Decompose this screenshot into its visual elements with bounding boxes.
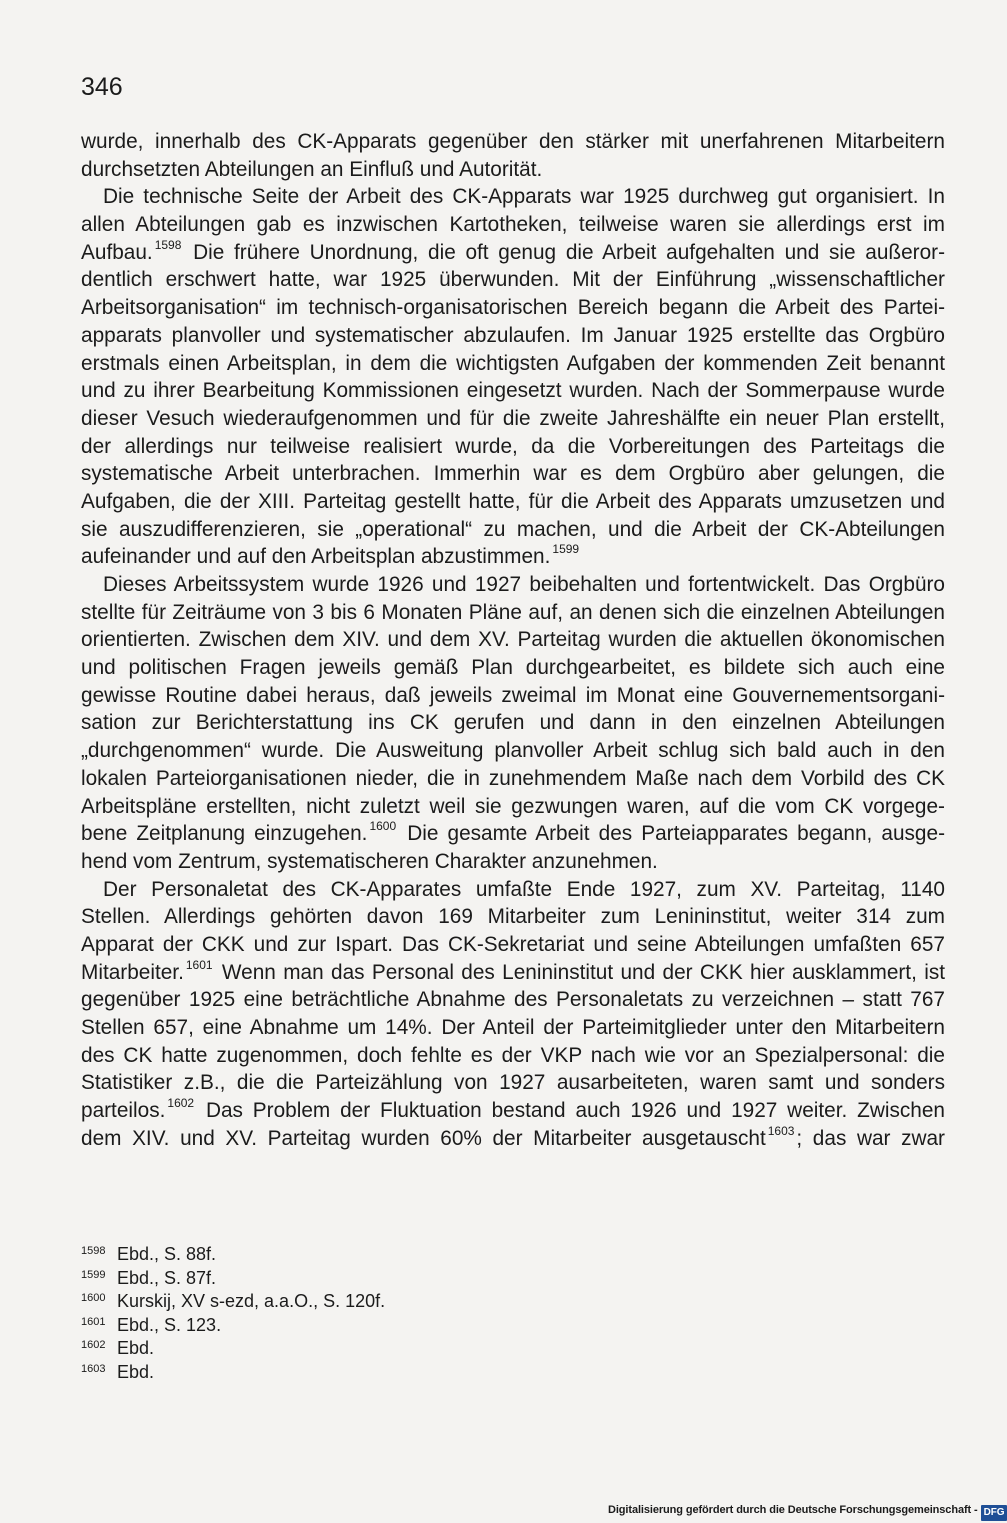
- footnote-ref: 1603: [767, 1123, 795, 1138]
- footnote-number: 1601: [81, 1315, 106, 1328]
- text-line: [81, 488, 945, 516]
- body-text: [81, 128, 945, 1152]
- footnote-text: Ebd.: [117, 1361, 155, 1382]
- text-line: [81, 737, 945, 765]
- text-line: [81, 903, 945, 931]
- text-line: [81, 377, 945, 405]
- line-text: hend vom Zentrum, systematischeren Charakter anzunehmen.: [81, 849, 658, 873]
- footnote: [81, 1287, 385, 1311]
- footnote-text: Ebd., S. 123.: [117, 1314, 222, 1335]
- footnote-number: 1598: [81, 1245, 106, 1257]
- text-line: [81, 1014, 945, 1042]
- text-line: [81, 626, 945, 654]
- line-text: systematische Arbeit unterbrachen. Immerhin war es dem Orgbüro aber gelungen, die: [81, 462, 945, 486]
- line-text: erstmals einen Arbeitsplan, in dem die wichtigsten Aufgaben der kommenden Zeit benannt: [81, 351, 945, 375]
- text-line: [81, 516, 945, 544]
- line-text: und politischen Fragen jeweils gemäß Plan durchgearbeitet, es bildete sich auch eine: [81, 656, 945, 680]
- text-line: [81, 543, 945, 571]
- text-line: [81, 1097, 945, 1125]
- line-text: stellte für Zeiträume von 3 bis 6 Monaten Pläne auf, an denen sich die einzelnen Abteilungen: [81, 600, 945, 624]
- footnote-number: 1603: [81, 1362, 106, 1375]
- digitization-credit: [608, 1503, 1007, 1521]
- footnote-text: Ebd., S. 88f.: [117, 1244, 217, 1264]
- text-line: [81, 433, 945, 461]
- line-text: sation zur Berichterstattung ins CK gerufen und dann in den einzelnen Abteilungen: [81, 711, 945, 735]
- text-line: [81, 599, 945, 627]
- dfg-logo: DFG: [981, 1505, 1007, 1521]
- text-line: [81, 765, 945, 793]
- footnotes: [81, 1240, 385, 1381]
- line-text: und zu ihrer Bearbeitung Kommissionen eingesetzt wurden. Nach der Sommerpause wurde: [81, 379, 945, 403]
- text-line: [81, 1069, 945, 1097]
- footnote: [81, 1264, 385, 1288]
- line-text: bene Zeitplanung einzugehen.: [81, 822, 368, 846]
- text-line: [81, 793, 945, 821]
- footnote-ref: 1601: [185, 957, 213, 972]
- line-text-continued: ; das war zwar: [796, 1126, 945, 1150]
- footnote-ref: 1600: [369, 819, 397, 834]
- footnote-ref: 1602: [167, 1096, 195, 1111]
- line-text: gegenüber 1925 eine beträchtliche Abnahme des Personaletats zu verzeichnen – statt 767: [81, 988, 945, 1012]
- footnote-number: 1602: [81, 1339, 106, 1351]
- text-line: [81, 405, 945, 433]
- credit-text: Digitalisierung gefördert durch die Deutsche Forschungsgemeinschaft -: [608, 1504, 978, 1516]
- line-text: apparats planvoller und systematischer abzulaufen. Im Januar 1925 erstellte das Orgbüro: [81, 323, 945, 347]
- text-line: [81, 986, 945, 1014]
- text-line: [81, 848, 945, 876]
- footnote: [81, 1311, 385, 1335]
- footnote-ref: 1599: [552, 542, 580, 557]
- line-text: dieser Vesuch wiederaufgenommen und für die zweite Jahreshälfte ein neuer Plan erstellt,: [81, 406, 945, 430]
- line-text: Arbeitsorganisation“ im technisch-organisatorischen Bereich begann die Arbeit des Partei-: [81, 296, 945, 320]
- page-number: 346: [81, 73, 123, 101]
- text-line: [81, 709, 945, 737]
- line-text-continued: Wenn man das Personal des Lenininstitut und der CKK hier ausklammert, ist: [214, 960, 945, 984]
- line-text: Aufbau.: [81, 240, 153, 264]
- text-line: [81, 183, 945, 211]
- line-text: Aufgaben, die der XIII. Parteitag gestellt hatte, für die Arbeit des Apparats umzusetzen und: [81, 489, 945, 513]
- line-text: wurde, innerhalb des CK-Apparats gegenüber den stärker mit unerfahrenen Mitarbeitern: [81, 130, 945, 153]
- text-line: [81, 294, 945, 322]
- text-line: [81, 156, 945, 184]
- line-text-continued: Das Problem der Fluktuation bestand auch 1926 und 1927 weiter. Zwischen: [196, 1099, 945, 1123]
- text-line: [81, 322, 945, 350]
- line-text: Statistiker z.B., die die Parteizählung von 1927 ausarbeiteten, waren samt und sonders: [81, 1071, 945, 1095]
- line-text: Stellen. Allerdings gehörten davon 169 Mitarbeiter zum Lenininstitut, weiter 314 zum: [81, 905, 945, 929]
- line-text-continued: Die frühere Unordnung, die oft genug die Arbeit aufgehalten und sie außeror-: [183, 240, 945, 264]
- line-text: orientierten. Zwischen dem XIV. und dem XV. Parteitag wurden die aktuellen ökonomischen: [81, 628, 945, 652]
- line-text: Der Personaletat des CK-Apparates umfaßte Ende 1927, zum XV. Parteitag, 1140: [103, 877, 945, 901]
- text-line: [81, 931, 945, 959]
- footnote-number: 1600: [81, 1292, 106, 1304]
- line-text: des CK hatte zugenommen, doch fehlte es der VKP nach wie vor an Spezialpersonal: die: [81, 1043, 945, 1067]
- line-text: lokalen Parteiorganisationen nieder, die in zunehmendem Maße nach dem Vorbild des CK: [81, 766, 945, 790]
- line-text: Arbeitspläne erstellten, nicht zuletzt weil sie gezwungen waren, auf die vom CK vorgege-: [81, 794, 945, 818]
- text-line: [81, 959, 945, 987]
- footnote-text: Ebd., S. 87f.: [117, 1267, 217, 1288]
- line-text: Die technische Seite der Arbeit des CK-Apparats war 1925 durchweg gut organisiert. In: [103, 185, 945, 209]
- text-line: [81, 1042, 945, 1070]
- text-line: [81, 350, 945, 378]
- text-line: [81, 460, 945, 488]
- footnote-number: 1599: [81, 1268, 106, 1281]
- text-line: [81, 1125, 945, 1153]
- line-text: dentlich erschwert hatte, war 1925 überwunden. Mit der Einführung „wissenschaftlicher: [81, 268, 945, 292]
- footnote: [81, 1358, 385, 1382]
- line-text: aufeinander und auf den Arbeitsplan abzustimmen.: [81, 545, 551, 569]
- line-text: Dieses Arbeitssystem wurde 1926 und 1927 beibehalten und fortentwickelt. Das Orgbüro: [103, 573, 945, 596]
- text-line: [81, 682, 945, 710]
- text-line: [81, 128, 945, 156]
- line-text: Apparat der CKK und zur Ispart. Das CK-Sekretariat und seine Abteilungen umfaßten 657: [81, 932, 945, 956]
- text-line: [81, 571, 945, 599]
- line-text: gewisse Routine dabei heraus, daß jeweils zweimal im Monat eine Gouvernementsorgani-: [81, 683, 945, 707]
- text-line: [81, 876, 945, 904]
- text-line: [81, 654, 945, 682]
- line-text: „durchgenommen“ wurde. Die Ausweitung planvoller Arbeit schlug sich bald auch in den: [81, 739, 945, 763]
- text-line: [81, 820, 945, 848]
- line-text: Stellen 657, eine Abnahme um 14%. Der Anteil der Parteimitglieder unter den Mitarbeitern: [81, 1016, 945, 1039]
- line-text: sie auszudifferenzieren, sie „operational“ zu machen, und die Arbeit der CK-Abteilungen: [81, 517, 945, 541]
- text-line: [81, 211, 945, 239]
- line-text: parteilos.: [81, 1099, 166, 1123]
- text-line: [81, 266, 945, 294]
- line-text: der allerdings nur teilweise realisiert wurde, da die Vorbereitungen des Parteitags die: [81, 434, 945, 458]
- line-text: dem XIV. und XV. Parteitag wurden 60% der Mitarbeiter ausgetauscht: [81, 1126, 766, 1150]
- footnote: [81, 1334, 385, 1358]
- line-text: durchsetzten Abteilungen an Einfluß und Autorität.: [81, 157, 543, 181]
- footnote-text: Ebd.: [117, 1338, 155, 1358]
- footnote-ref: 1598: [154, 237, 182, 252]
- text-line: [81, 239, 945, 267]
- line-text: allen Abteilungen gab es inzwischen Kartotheken, teilweise waren sie allerdings erst im: [81, 213, 945, 237]
- footnote: [81, 1240, 385, 1264]
- footnote-text: Kurskij, XV s-ezd, a.a.O., S. 120f.: [117, 1291, 386, 1311]
- line-text-continued: Die gesamte Arbeit des Parteiapparates begann, ausge-: [398, 822, 945, 846]
- line-text: Mitarbeiter.: [81, 960, 184, 984]
